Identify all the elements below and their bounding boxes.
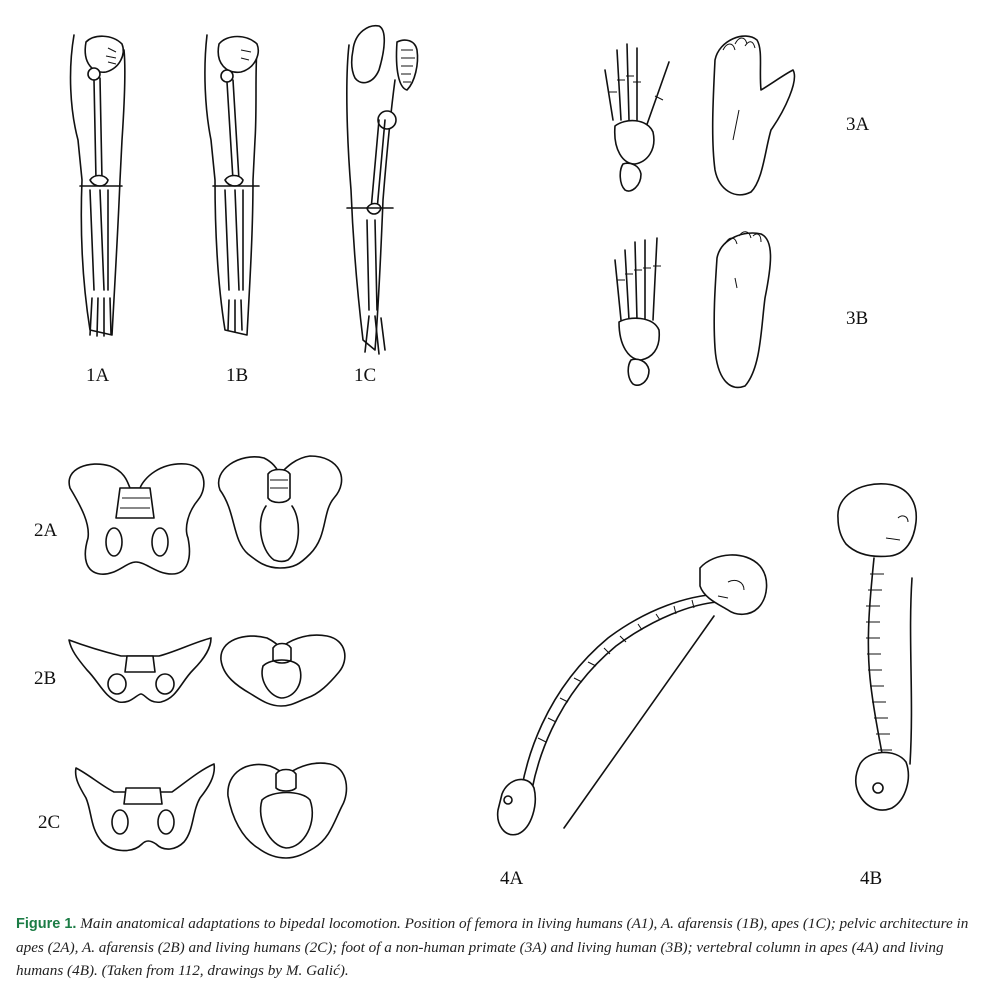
label-2b: 2B: [34, 668, 57, 689]
label-4a: 4A: [500, 868, 524, 889]
label-3a: 3A: [846, 114, 870, 135]
label-2a: 2A: [34, 520, 58, 541]
label-3b: 3B: [846, 308, 869, 329]
figure-caption: [16, 912, 984, 982]
label-1c: 1C: [354, 365, 377, 386]
leg-drawing-1b: [195, 30, 275, 350]
label-4b: 4B: [860, 868, 883, 889]
foot-skeleton-3a: [595, 40, 685, 200]
pelvis-front-2c: [68, 758, 218, 858]
foot-outline-3a: [705, 30, 805, 200]
foot-skeleton-3b: [605, 230, 675, 390]
caption-text: Main anatomical adaptations to bipedal locomotion. Position of femora in living humans (A1), A. afarensis (1B), apes (1C); pelvic architecture in apes (2A), A. afarensis (2B) and living humans (2C); foot of a non-human primate (3A) and living human (3B); vertebral column in apes (4A) and living humans (4B). (Taken from 112, drawings by M. Galić).: [16, 915, 969, 979]
leg-drawing-1a: [60, 30, 140, 350]
pelvis-front-2a: [60, 458, 210, 580]
foot-outline-3b: [705, 228, 780, 393]
skeleton-human-spine-4b: [826, 478, 936, 848]
pelvis-top-2b: [215, 630, 350, 710]
label-1a: 1A: [86, 365, 110, 386]
label-2c: 2C: [38, 812, 61, 833]
pelvis-top-2a: [210, 450, 350, 575]
skeleton-ape-spine-4a: [478, 538, 788, 848]
leg-drawing-1c: [335, 20, 425, 360]
figure-label: Figure 1.: [16, 916, 77, 932]
pelvis-front-2b: [65, 628, 215, 708]
label-1b: 1B: [226, 365, 249, 386]
pelvis-top-2c: [222, 760, 352, 860]
